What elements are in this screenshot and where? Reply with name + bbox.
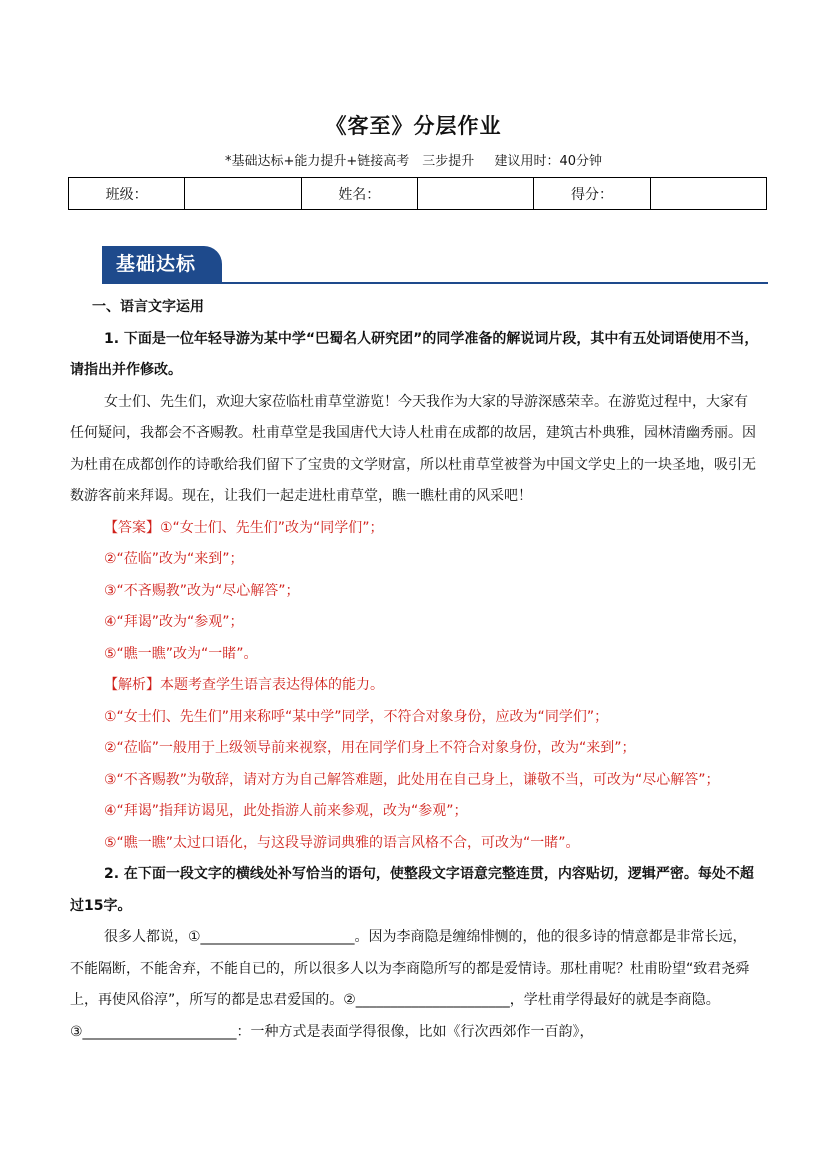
class-field[interactable] — [185, 178, 301, 210]
document-body — [70, 292, 760, 1048]
analysis-item: ①“女士们、先生们”用来称呼“某中学”同学，不符合对象身份，应改为“同学们”； — [104, 708, 609, 725]
info-table — [68, 177, 767, 210]
document-subtitle — [0, 150, 827, 169]
class-label: 班级： — [69, 178, 185, 210]
analysis-item: ⑤“瞧一瞧”太过口语化，与这段导游词典雅的语言风格不合，可改为“一睹”。 — [104, 834, 580, 851]
score-label: 得分： — [534, 178, 650, 210]
analysis-item: ③“不吝赐教”为敬辞，请对方为自己解答难题，此处用在自己身上，谦敬不当，可改为“尽心解答”； — [104, 771, 720, 788]
part-heading: 一、语言文字运用 — [92, 299, 204, 315]
analysis-item: ④“拜谒”指拜访谒见，此处指游人前来参观，改为“参观”； — [104, 803, 468, 819]
answer-item: ②“莅临”改为“来到”； — [104, 551, 244, 567]
question-2-passage: 很多人都说，①______________________。因为李商隐是缠绵悱恻的，他的很多诗的情意都是非常长远，不能隔断，不能舍弃，不能自已的，所以很多人以为李商隐所写的都是爱情诗。那杜甫呢？杜甫盼望“致君尧舜上，再使风俗淳”，所写的都是忠君爱国的。②______________________，学杜甫学得最好的就是李商隐。③______________________：一种方式是表面学得很像，比如《行次西郊作一百韵》， — [70, 929, 750, 1040]
answer-tag: 【答案】 — [104, 519, 160, 536]
analysis-intro: 本题考查学生语言表达得体的能力。 — [160, 677, 384, 693]
question-1-stem: 1. 下面是一位年轻导游为某中学“巴蜀名人研究团”的同学准备的解说词片段，其中有五处词语使用不当，请指出并作修改。 — [70, 330, 759, 378]
answer-item: ③“不吝赐教”改为“尽心解答”； — [104, 582, 300, 599]
answer-item: ⑤“瞧一瞧”改为“一睹”。 — [104, 645, 258, 662]
analysis-tag: 【解析】 — [104, 677, 160, 693]
name-field[interactable] — [417, 178, 533, 210]
subtitle-time: 建议用时：40分钟 — [494, 154, 602, 169]
answer-line — [70, 513, 760, 545]
analysis-item: ②“莅临”一般用于上级领导前来视察，用在同学们身上不符合对象身份，改为“来到”； — [104, 740, 636, 756]
section-badge: 基础达标 — [102, 246, 222, 282]
score-field[interactable] — [650, 178, 766, 210]
question-1-passage: 女士们、先生们，欢迎大家莅临杜甫草堂游览！今天我作为大家的导游深感荣幸。在游览过程中，大家有任何疑问，我都会不吝赐教。杜甫草堂是我国唐代大诗人杜甫在成都的故居，建筑古朴典雅，园林清幽秀丽。因为杜甫在成都创作的诗歌给我们留下了宝贵的文学财富，所以杜甫草堂被誉为中国文学史上的一块圣地，吸引无数游客前来拜谒。现在，让我们一起走进杜甫草堂，瞧一瞧杜甫的风采吧！ — [70, 393, 756, 504]
answer-item: ④“拜谒”改为“参观”； — [104, 614, 244, 630]
question-2-stem: 2. 在下面一段文字的横线处补写恰当的语句，使整段文字语意完整连贯，内容贴切，逻辑严密。每处不超过15字。 — [70, 866, 754, 914]
document-title: 《客至》分层作业 — [325, 114, 502, 138]
name-label: 姓名： — [301, 178, 417, 210]
analysis-line — [70, 670, 760, 702]
subtitle-steps: *基础达标+能力提升+链接高考 三步提升 — [225, 154, 475, 169]
section-divider — [102, 282, 768, 284]
answer-item: ①“女士们、先生们”改为“同学们”； — [160, 519, 384, 536]
